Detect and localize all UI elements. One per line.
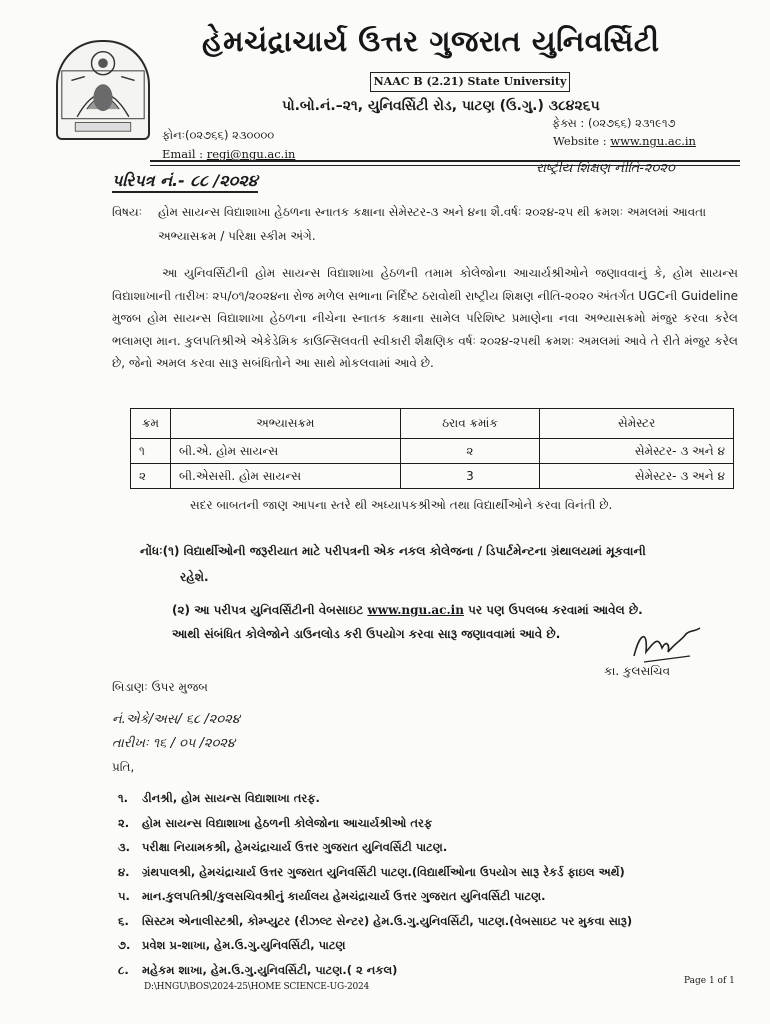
note-1-line-2: રહેશે. xyxy=(180,570,209,584)
note-1-line-1: નોંધઃ(૧) વિદ્યાર્થીઓની જરૂરીયાત માટે પરીપત્રની એક નકલ કોલેજના / ડિપાર્ટમેન્ટના ગ્રંથાલયમાં મૂકવાની xyxy=(140,544,646,558)
page-number: Page 1 of 1 xyxy=(684,976,735,986)
table-row xyxy=(131,464,734,489)
reference-number: નં.એકે/અસ/ ૬૮ /૨૦૨૪ xyxy=(112,712,240,727)
note-2-line-2: આથી સંબંધિત કોલેજોને ડાઉનલોડ કરી ઉપયોગ કરવા સારૂ જણાવવામાં આવે છે. xyxy=(172,627,561,641)
list-item-text: પ્રવેશ પ્ર-શાખા, હેમ.ઉ.ગુ.યુનિવર્સિટી, પાટણ xyxy=(142,938,346,952)
header-semester: સેમેસ્ટર xyxy=(540,409,734,439)
signatory-title: કા. કુલસચિવ xyxy=(604,664,671,678)
email-link[interactable]: regi@ngu.ac.in xyxy=(206,147,296,161)
list-item-text: પરીક્ષા નિયામકશ્રી, હેમચંદ્રાચાર્ય ઉત્તર ગુજરાત યુનિવર્સિટી પાટણ. xyxy=(142,840,448,854)
list-item xyxy=(112,835,752,860)
list-item-number: ૬. xyxy=(118,913,129,928)
subject-block xyxy=(112,200,712,248)
website-line xyxy=(553,134,696,148)
list-item-number: ૩. xyxy=(118,840,131,854)
website-label: Website : xyxy=(553,134,611,148)
list-item-number: ૨. xyxy=(118,815,130,830)
distribution-list xyxy=(112,786,752,982)
university-name: હેમચંદ્રાચાર્ય ઉત્તર ગુજરાત યુનિવર્સિટી xyxy=(202,24,660,58)
list-item-text: મહેકમ શાખા, હેમ.ઉ.ગુ.યુનિવર્સિટી, પાટણ.( ૨ નકલ) xyxy=(142,962,398,977)
request-line: સદર બાબતની જાણ આપના સ્તરે થી અધ્યાપકશ્રીઓ તથા વિદ્યાર્થીઓને કરવા વિનંતી છે. xyxy=(190,498,613,512)
note-2-line-1 xyxy=(172,598,732,622)
list-item-text: સિસ્ટમ એનાલીસ્ટશ્રી, કોમ્પ્યુટર (રીઝલ્ટ સેન્ટર) હેમ.ઉ.ગુ.યુનિવર્સિટી, પાટણ.(વેબસાઇટ પર મુકવા સારૂ) xyxy=(142,913,633,928)
header-sr: ક્રમ xyxy=(131,409,171,439)
list-item xyxy=(112,860,752,885)
note-2-suffix: પર પણ ઉપલબ્ધ કરવામાં આવેલ છે. xyxy=(463,603,643,617)
university-logo-icon xyxy=(56,40,150,140)
list-item xyxy=(112,958,752,983)
note-2-prefix: (૨) આ પરીપત્ર યુનિવર્સિટીની વેબસાઇટ xyxy=(172,603,368,617)
education-policy-label: રાષ્ટ્રીય શિક્ષણ નીતિ-૨૦૨૦ xyxy=(536,161,675,176)
email-label: Email : xyxy=(162,147,207,161)
cell-sr: ૨ xyxy=(131,464,171,489)
header-resolution: ઠરાવ ક્રમાંક xyxy=(400,409,540,439)
body-paragraph: આ યુનિવર્સિટીની હોમ સાયન્સ વિદ્યાશાખા હેઠળની તમામ કોલેજોના આચાર્યશ્રીઓને જણાવવાનું કે, હોમ સાયન્સ વિદ્યાશાખાની તારીખઃ ૨૫/૦૧/૨૦૨૪ના રોજ મળેલ સભાના નિર્દિષ્ટ ઠરાવોથી રાષ્ટ્રીય શિક્ષણ નીતિ-૨૦૨૦ અંતર્ગત UGCની Guideline મુજબ હોમ સાયન્સ વિદ્યાશાખા હેઠળના નીચેના સ્નાતક કક્ષાના સામેલ પરિશિષ્ટ પ્રમાણેના નવા અભ્યાસક્રમો મંજુર કરવા કરેલ ભલામણ માન. કુલપતિશ્રીએ એકેડેમિક કાઉન્સિલવતી સ્વીકારી શૈક્ષણિક વર્ષઃ ૨૦૨૪-૨૫થી ક્રમશઃ અમલમાં આવે તે રીતે મંજુર કરેલ છે, જેનો અમલ કરવા સારૂ સબંધિતોને આ સાથે મોકલવામાં આવે છે. xyxy=(112,266,738,370)
phone-number: ફોનઃ(૦૨૭૬૬) ૨૩૦૦૦૦ xyxy=(162,128,275,142)
table-header-row xyxy=(131,409,734,439)
list-item xyxy=(112,909,752,934)
file-path: D:\HNGU\BOS\2024-25\HOME SCIENCE-UG-2024 xyxy=(144,982,370,992)
recipients-heading: પ્રતિ, xyxy=(112,760,135,774)
note-2-url[interactable]: www.ngu.ac.in xyxy=(367,603,464,617)
list-item-text: ડીનશ્રી, હોમ સાયન્સ વિદ્યાશાખા તરફ. xyxy=(142,791,320,805)
list-item-text: માન.કુલપતિશ્રી/કુલસચિવશ્રીનું કાર્યાલય હેમચંદ્રાચાર્ય ઉત્તર ગુજરાત યુનિવર્સિટી પાટણ. xyxy=(142,889,546,903)
list-item-text: હોમ સાયન્સ વિદ્યાશાખા હેઠળની કોલેજોના આચાર્યશ્રીઓ તરફ xyxy=(142,815,433,830)
cell-semester: સેમેસ્ટર- ૩ અને ૪ xyxy=(540,439,734,464)
cell-course: બી.એસસી. હોમ સાયન્સ xyxy=(170,464,400,489)
fax-number: ફેક્સ : (૦૨૭૬૬) ૨૩૧૯૧૭ xyxy=(552,116,676,130)
header-course: અભ્યાસક્રમ xyxy=(170,409,400,439)
table-row xyxy=(131,439,734,464)
list-item-text: ગ્રંથપાલશ્રી, હેમચંદ્રાચાર્ય ઉત્તર ગુજરાત યુનિવર્સિટી પાટણ.(વિદ્યાર્થીઓના ઉપયોગ સારૂ રેકર્ડ ફાઇલ અર્થે) xyxy=(142,864,625,879)
list-item-number: ૫. xyxy=(118,889,130,903)
email-line xyxy=(162,147,295,161)
university-address: પો.બો.નં.–૨૧, યુનિવર્સિટી રોડ, પાટણ (ઉ.ગુ.) ૩૮૪૨૬૫ xyxy=(282,98,600,114)
cell-resolution: ૨ xyxy=(400,439,540,464)
cell-course: બી.એ. હોમ સાયન્સ xyxy=(170,439,400,464)
signature-icon xyxy=(628,622,708,668)
reference-date: તારીખઃ ૧૬ / ૦૫ /૨૦૨૪ xyxy=(112,736,236,751)
list-item-number: ૪. xyxy=(118,864,130,879)
cell-sr: ૧ xyxy=(131,439,171,464)
enclosure-line: બિડાણઃ ઉપર મુજબ xyxy=(112,680,208,694)
subject-label: વિષયઃ xyxy=(112,205,143,219)
note-1 xyxy=(140,538,740,590)
circular-number: પરિપત્ર નં.- ૮૮ /૨૦૨૪ xyxy=(112,171,258,193)
subject-text: હોમ સાયન્સ વિદ્યાશાખા હેઠળના સ્નાતક કક્ષાના સેમેસ્ટર-૩ અને ૪ના શૈ.વર્ષઃ ૨૦૨૪-૨૫ થી ક્રમશઃ અમલમાં આવતા અભ્યાસક્રમ / પરિક્ષા સ્કીમ અંગે. xyxy=(158,205,707,243)
list-item xyxy=(112,933,752,958)
naac-badge: NAAC B (2.21) State University xyxy=(370,72,570,92)
cell-resolution: 3 xyxy=(400,464,540,489)
list-item xyxy=(112,884,752,909)
list-item xyxy=(112,811,752,836)
website-link[interactable]: www.ngu.ac.in xyxy=(610,134,696,148)
list-item-number: ૧. xyxy=(118,791,129,805)
list-item-number: ૭. xyxy=(118,938,131,952)
cell-semester: સેમેસ્ટર- ૩ અને ૪ xyxy=(540,464,734,489)
courses-table xyxy=(130,408,734,489)
list-item-number: ૮. xyxy=(118,962,129,977)
list-item xyxy=(112,786,752,811)
